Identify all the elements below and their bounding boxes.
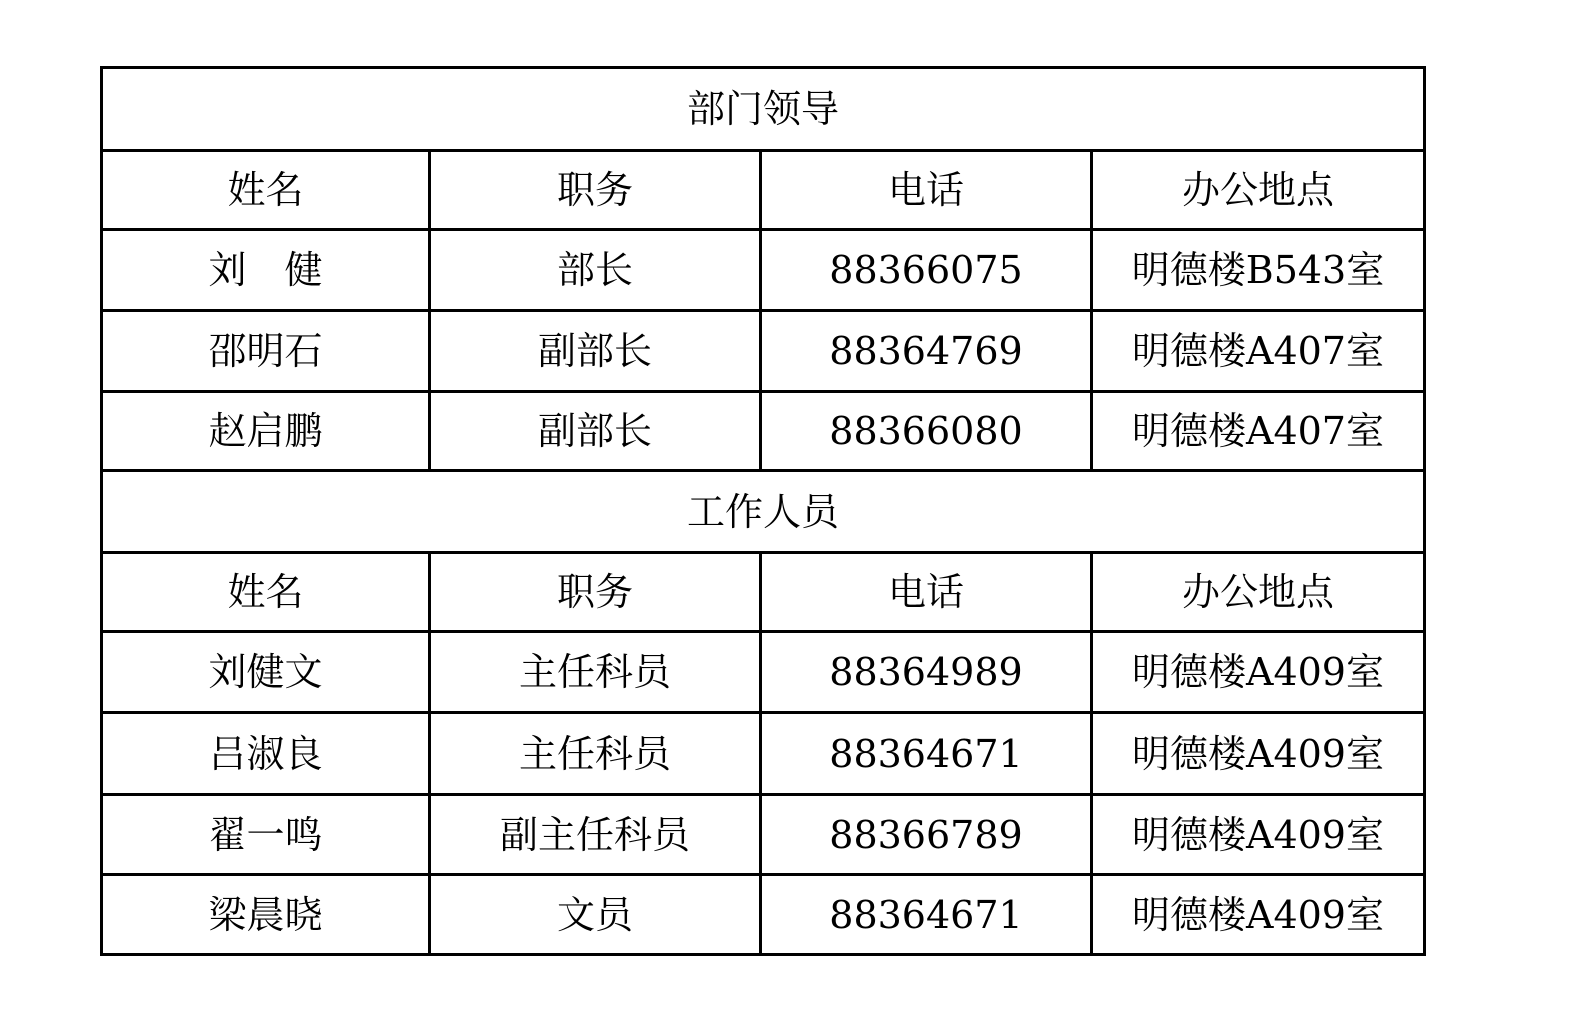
cell-position: 部长 — [430, 230, 761, 311]
cell-phone: 88364769 — [761, 311, 1092, 392]
header-name: 姓名 — [102, 553, 430, 632]
cell-position: 主任科员 — [430, 632, 761, 713]
cell-phone: 88364671 — [761, 713, 1092, 795]
section-title-staff: 工作人员 — [102, 471, 1425, 553]
cell-office: 明德楼B543室 — [1092, 230, 1425, 311]
table-row — [102, 230, 1425, 311]
cell-office: 明德楼A407室 — [1092, 311, 1425, 392]
header-phone: 电话 — [761, 553, 1092, 632]
cell-name: 翟一鸣 — [102, 795, 430, 875]
cell-name: 邵明石 — [102, 311, 430, 392]
header-position: 职务 — [430, 553, 761, 632]
header-position: 职务 — [430, 151, 761, 230]
table-row — [102, 713, 1425, 795]
cell-position: 副部长 — [430, 392, 761, 471]
cell-office: 明德楼A407室 — [1092, 392, 1425, 471]
cell-phone: 88366080 — [761, 392, 1092, 471]
section-header-row — [102, 471, 1425, 553]
cell-position: 主任科员 — [430, 713, 761, 795]
cell-name: 刘 健 — [102, 230, 430, 311]
cell-position: 副部长 — [430, 311, 761, 392]
table-row — [102, 632, 1425, 713]
header-office: 办公地点 — [1092, 553, 1425, 632]
header-phone: 电话 — [761, 151, 1092, 230]
table-row — [102, 795, 1425, 875]
cell-position: 文员 — [430, 875, 761, 955]
table-row — [102, 875, 1425, 955]
cell-office: 明德楼A409室 — [1092, 795, 1425, 875]
cell-name: 梁晨晓 — [102, 875, 430, 955]
cell-phone: 88364671 — [761, 875, 1092, 955]
table-row — [102, 392, 1425, 471]
cell-phone: 88366789 — [761, 795, 1092, 875]
cell-phone: 88366075 — [761, 230, 1092, 311]
cell-name: 刘健文 — [102, 632, 430, 713]
column-header-row — [102, 553, 1425, 632]
contact-directory-table — [100, 66, 1426, 956]
table-row — [102, 311, 1425, 392]
section-header-row — [102, 68, 1425, 151]
header-office: 办公地点 — [1092, 151, 1425, 230]
section-title-leadership: 部门领导 — [102, 68, 1425, 151]
cell-office: 明德楼A409室 — [1092, 632, 1425, 713]
cell-phone: 88364989 — [761, 632, 1092, 713]
cell-position: 副主任科员 — [430, 795, 761, 875]
cell-name: 吕淑良 — [102, 713, 430, 795]
header-name: 姓名 — [102, 151, 430, 230]
cell-office: 明德楼A409室 — [1092, 713, 1425, 795]
cell-name: 赵启鹏 — [102, 392, 430, 471]
column-header-row — [102, 151, 1425, 230]
cell-office: 明德楼A409室 — [1092, 875, 1425, 955]
